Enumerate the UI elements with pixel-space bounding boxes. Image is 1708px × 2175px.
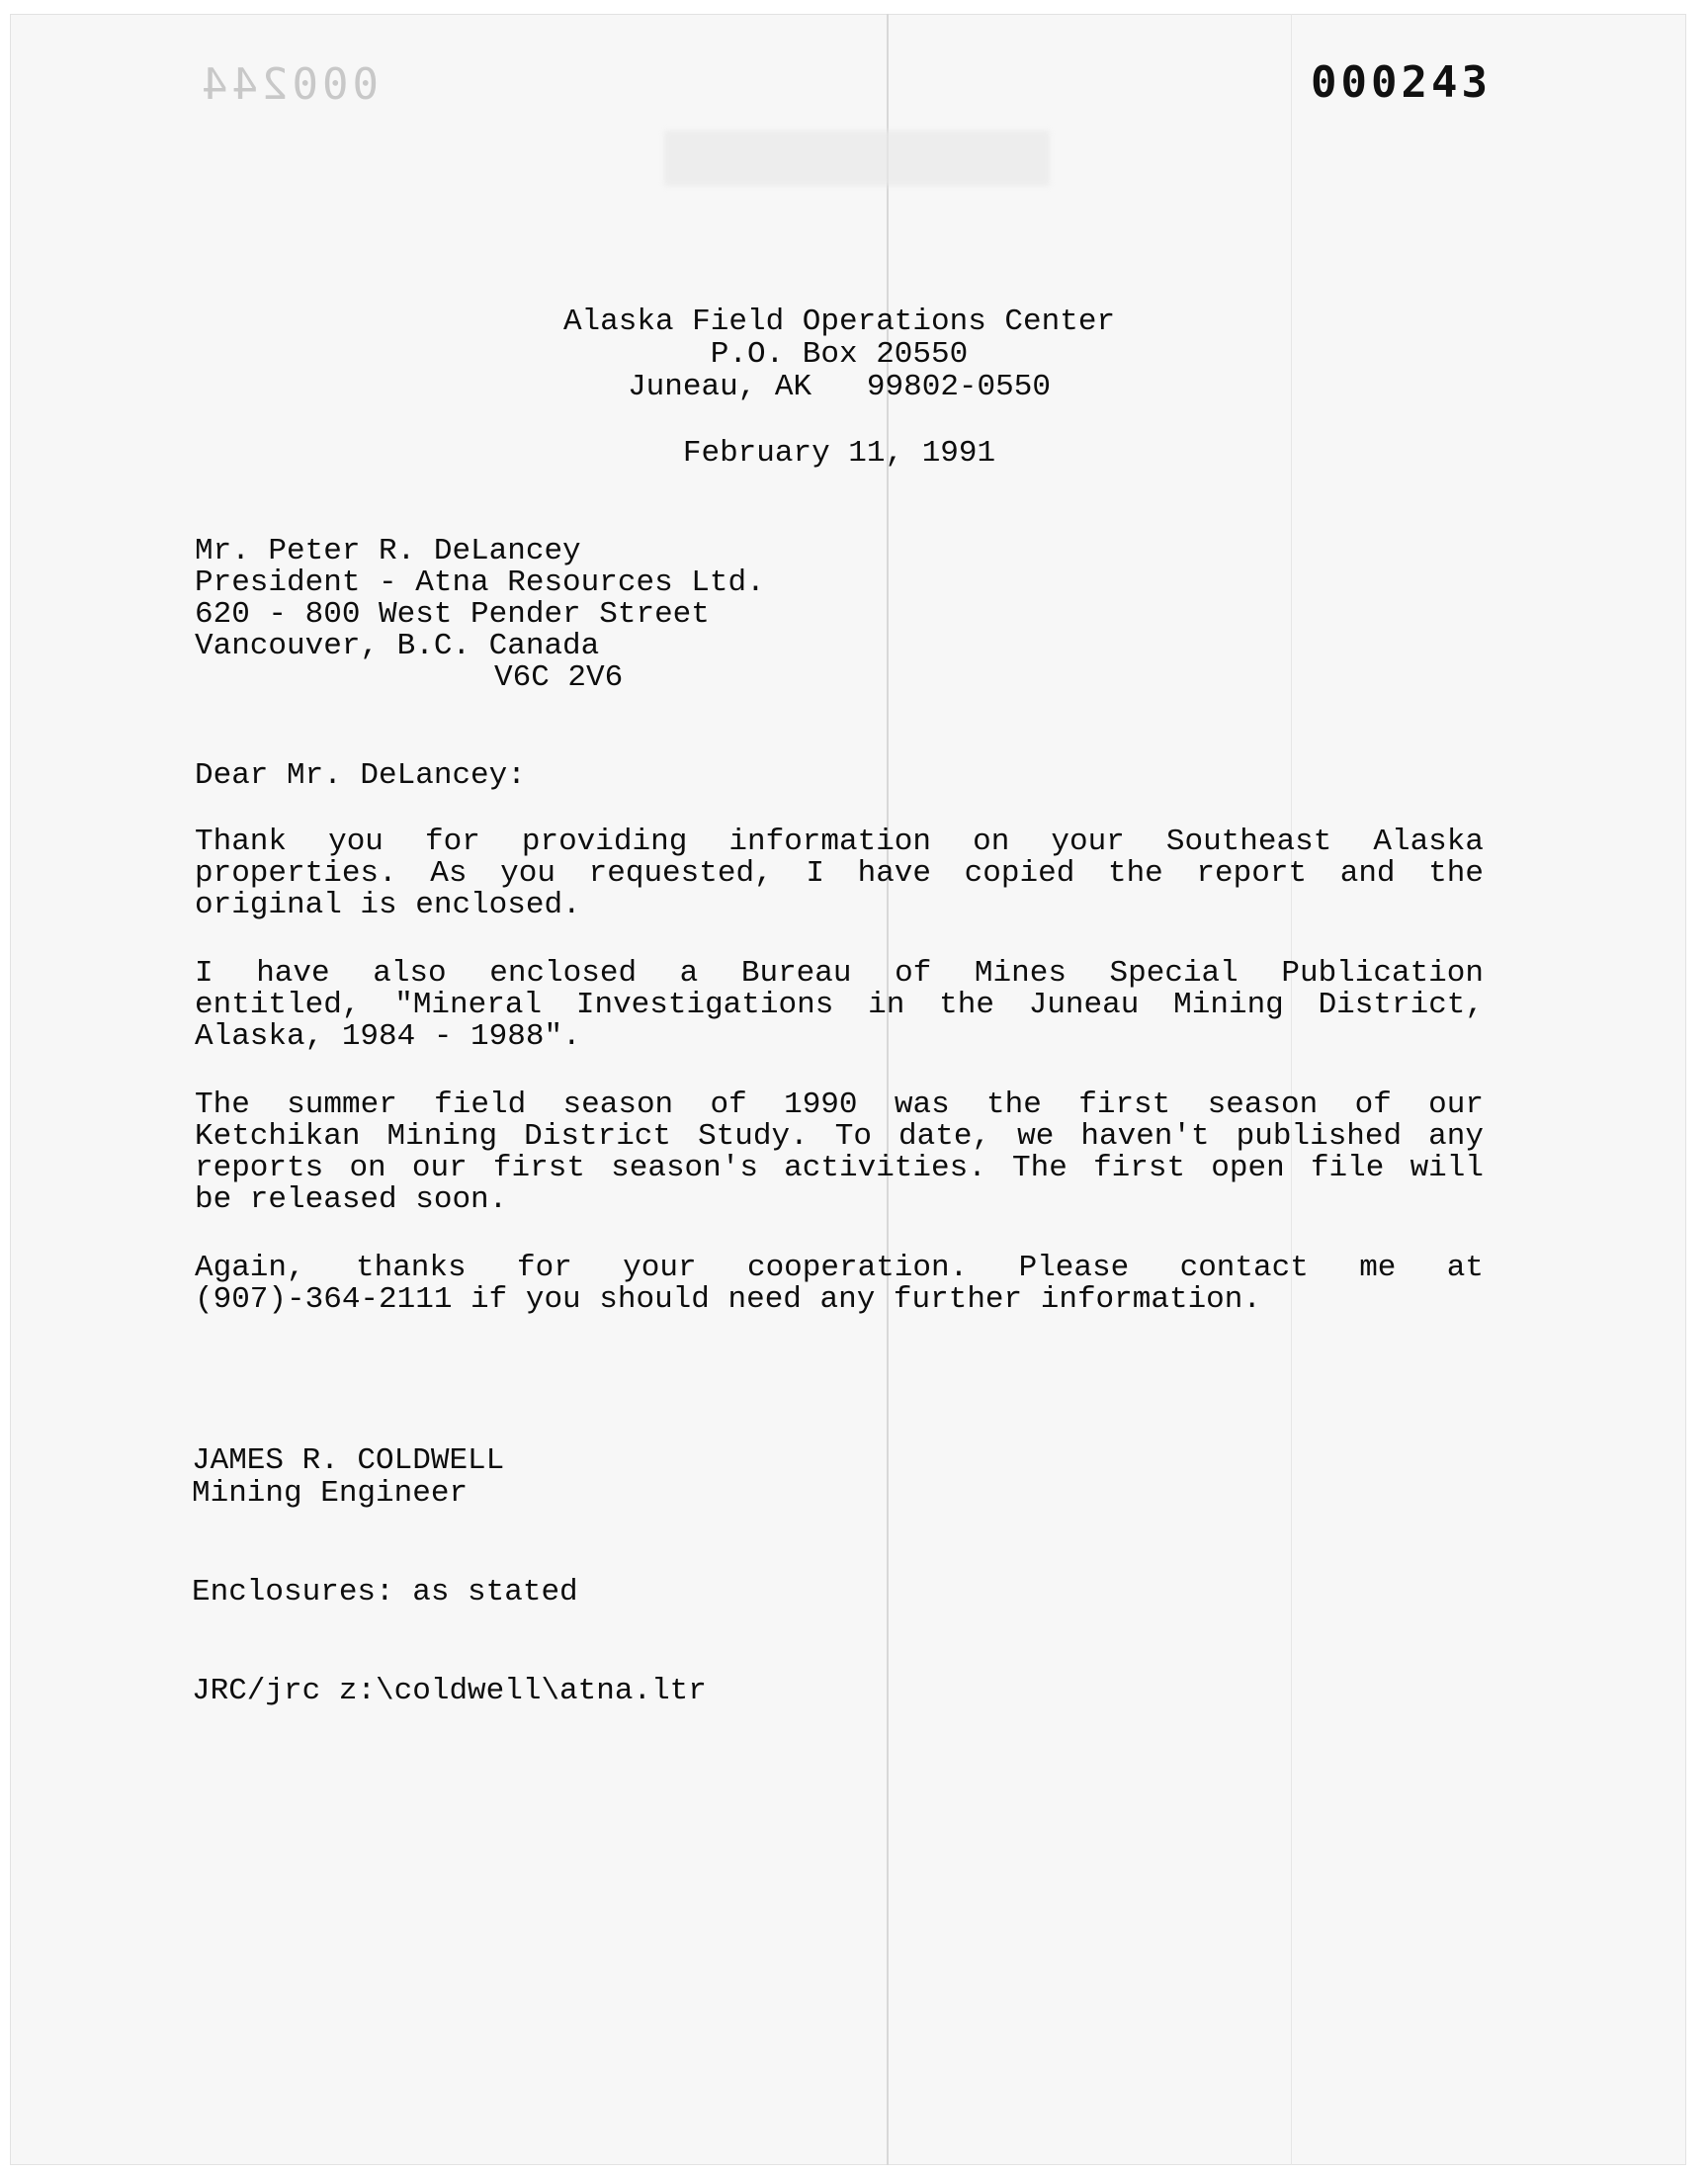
paragraph-line: I have also enclosed a Bureau of Mines Special Publication	[195, 956, 1484, 991]
signature-name: JAMES R. COLDWELL	[192, 1443, 505, 1478]
body-paragraph-3	[195, 1089, 1484, 1216]
paragraph-line: (907)-364-2111 if you should need any further information.	[195, 1282, 1261, 1317]
body-paragraph-1	[195, 826, 1484, 921]
paragraph-line: Thank you for providing information on your Southeast Alaska	[195, 825, 1484, 859]
recipient-postal: V6C 2V6	[494, 660, 624, 695]
recipient-name: Mr. Peter R. DeLancey	[195, 534, 581, 568]
letterhead-org: Alaska Field Operations Center	[562, 304, 1116, 339]
body-paragraph-4	[195, 1253, 1484, 1316]
letter-date: February 11, 1991	[682, 436, 996, 471]
paragraph-line: Alaska, 1984 - 1988".	[195, 1019, 581, 1054]
paragraph-line: be released soon.	[195, 1182, 508, 1217]
body-paragraph-2	[195, 958, 1484, 1053]
reference-initials: JRC/jrc z:\coldwell\atna.ltr	[192, 1674, 707, 1708]
paragraph-line: Again, thanks for your cooperation. Please contact me at	[195, 1251, 1484, 1285]
recipient-street: 620 - 800 West Pender Street	[195, 597, 710, 632]
salutation: Dear Mr. DeLancey:	[195, 758, 526, 793]
scan-smudge	[664, 130, 1050, 186]
paragraph-line: original is enclosed.	[195, 888, 581, 922]
letterhead-city: Juneau, AK 99802-0550	[628, 370, 1051, 404]
paragraph-line: Ketchikan Mining District Study. To date, we haven't published any	[195, 1119, 1484, 1154]
enclosures-note: Enclosures: as stated	[192, 1575, 578, 1610]
signature-title: Mining Engineer	[192, 1476, 469, 1511]
paragraph-line: entitled, "Mineral Investigations in the Juneau Mining District,	[195, 988, 1484, 1022]
recipient-title: President - Atna Resources Ltd.	[195, 566, 765, 600]
paragraph-line: The summer field season of 1990 was the first season of our	[195, 1088, 1484, 1122]
paragraph-line: reports on our first season's activities. The first open file will	[195, 1151, 1484, 1185]
page-number-stamp: 000243	[1311, 57, 1492, 108]
paragraph-line: properties. As you requested, I have copied the report and the	[195, 856, 1484, 891]
bleed-through-page-number: 000244	[198, 59, 379, 110]
recipient-city: Vancouver, B.C. Canada	[195, 629, 600, 663]
letterhead-po-box: P.O. Box 20550	[710, 337, 969, 372]
